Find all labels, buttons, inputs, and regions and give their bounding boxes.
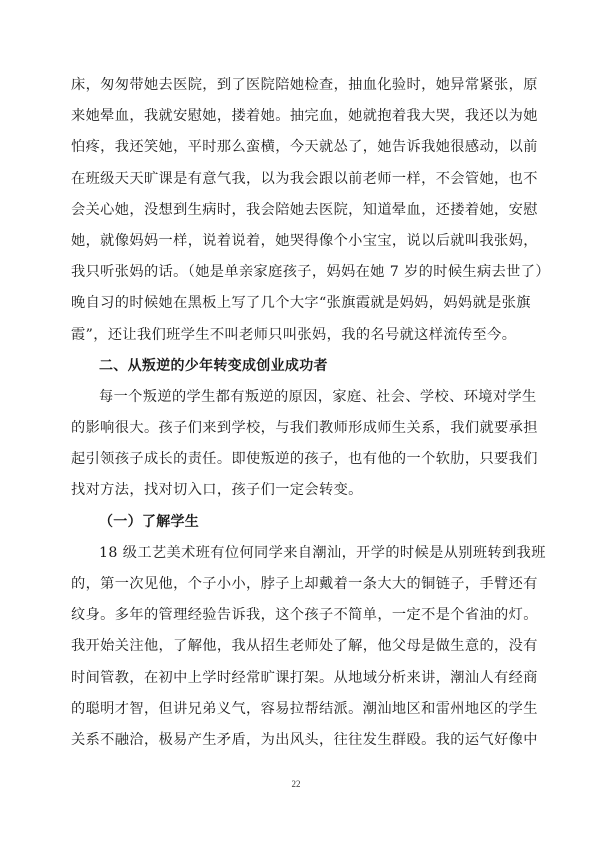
text-line: 晚自习的时候她在黑板上写了几个大字“张旗霞就是妈妈，妈妈就是张旗: [71, 295, 531, 312]
text-line: 的影响很大。孩子们来到学校，与我们教师形成师生关系，我们就要承担: [71, 420, 538, 437]
text-line: 来她晕血，我就安慰她，搂着她。抽完血，她就抱着我大哭，我还以为她: [71, 108, 538, 125]
text-line: 在班级天天旷课是有意气我，以为我会跟以前老师一样，不会管她，也不: [71, 170, 538, 187]
section-heading: 二、从叛逆的少年转变成创业成功者: [99, 357, 328, 374]
text-line: 时间管教，在初中上学时经常旷课打架。从地域分析来讲，潮汕人有经商: [71, 669, 538, 686]
paragraph-1: [71, 70, 550, 351]
subsection-heading: （一）了解学生: [99, 513, 200, 530]
text-line: 找对方法，找对切入口，孩子们一定会转变。: [71, 482, 363, 499]
paragraph-3: [71, 538, 546, 756]
text-line: 怕疼，我还笑她，平时那么蛮横，今天就怂了，她告诉我她很感动，以前: [71, 139, 538, 156]
text-line: 我开始关注他，了解他，我从招生老师处了解，他父母是做生意的，没有: [71, 638, 538, 655]
text-line: 关系不融洽，极易产生矛盾，为出风头，往往发生群殴。我的运气好像中: [71, 731, 538, 748]
paragraph-2: [71, 382, 538, 507]
page-number: 22: [291, 779, 301, 789]
text-line: 纹身。多年的管理经验告诉我，这个孩子不简单，一定不是个省油的灯。: [71, 607, 538, 624]
text-line: 18 级工艺美术班有位何同学来自潮汕，开学的时候是从别班转到我班: [99, 544, 546, 561]
text-line: 每一个叛逆的学生都有叛逆的原因，家庭、社会、学校、环境对学生: [99, 388, 537, 405]
text-line: 起引领孩子成长的责任。即使叛逆的孩子，也有他的一个软肋，只要我们: [71, 451, 538, 468]
document-body: [71, 70, 550, 756]
text-line: 她，就像妈妈一样，说着说着，她哭得像个小宝宝，说以后就叫我张妈，: [71, 232, 538, 249]
text-line: 床，匆匆带她去医院，到了医院陪她检查，抽血化验时，她异常紧张，原: [71, 77, 538, 93]
text-line: 的聪明才智，但讲兄弟义气，容易拉帮结派。潮汕地区和雷州地区的学生: [71, 700, 538, 717]
text-line: 我只听张妈的话。（她是单亲家庭孩子，妈妈在她 7 岁的时候生病去世了）: [71, 264, 550, 281]
text-line: 霞”，还让我们班学生不叫老师只叫张妈，我的名号就这样流传至今。: [71, 326, 517, 343]
text-line: 会关心她，没想到生病时，我会陪她去医院，知道晕血，还搂着她，安慰: [71, 201, 538, 218]
text-line: 的，第一次见他，个子小小，脖子上却戴着一条大大的铜链子，手臂还有: [71, 576, 538, 592]
